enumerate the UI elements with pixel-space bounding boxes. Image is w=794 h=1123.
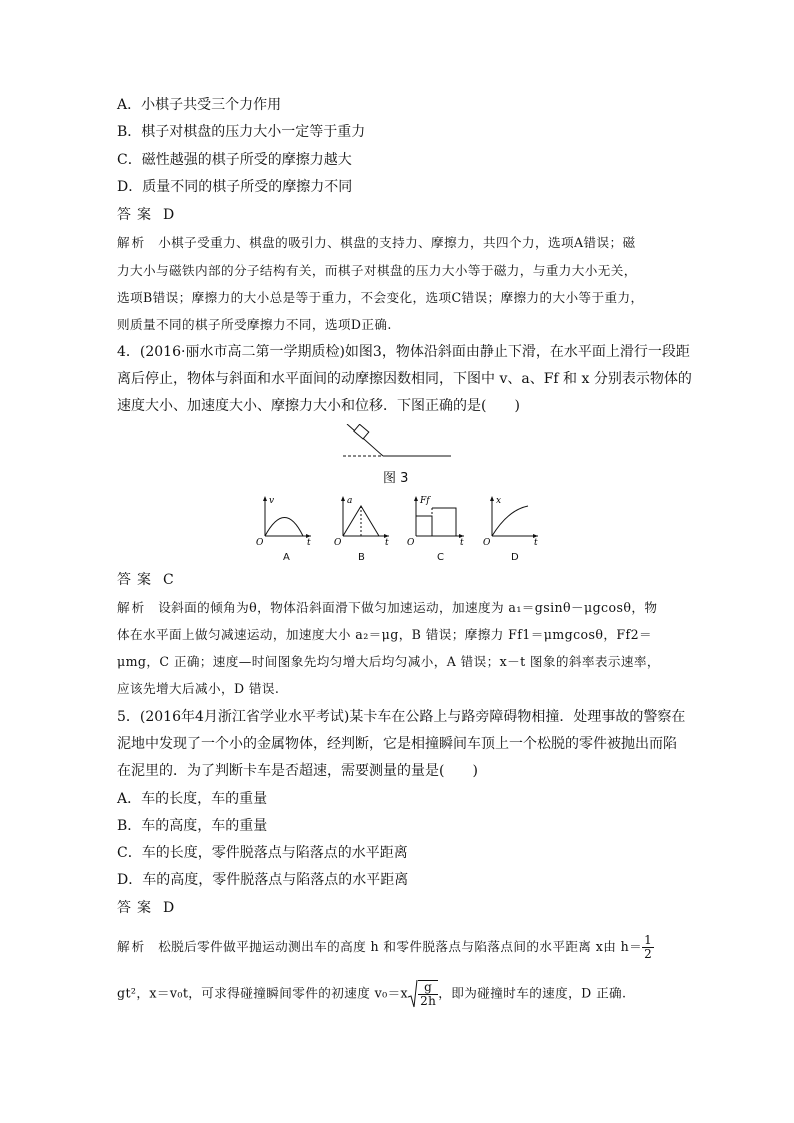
q5-analysis-line-2: gt²，x＝v₀t，可求得碰撞瞬间零件的初速度 v₀＝x $\frac{g}{2h}$ ，即为碰撞时车的速度，D 正确. (117, 980, 627, 1008)
q5-stem-line-2: 泥地中发现了一个小的金属物体，经判断，它是相撞瞬间车顶上一个松脱的零件被抛出而陷 (117, 736, 677, 752)
graph-c-x-label: t (460, 538, 464, 546)
answer-label: 答案 (117, 207, 157, 223)
q5-option-b: B．车的高度，车的重量 (117, 818, 268, 834)
q3-option-c: C．磁性越强的棋子所受的摩擦力越大 (117, 152, 352, 168)
graph-d-caption: D (511, 552, 519, 563)
q5-analysis-line-1: 解析 松脱后零件做平抛运动测出车的高度 h 和零件脱落点与陷落点间的水平距离 x由 h＝ $\frac{1}{2}$ (117, 933, 653, 961)
q3-option-a: A．小棋子共受三个力作用 (117, 97, 282, 113)
graph-b (333, 494, 393, 546)
q3-answer (117, 205, 174, 225)
graph-c-caption: C (437, 552, 444, 563)
analysis-label: 解析 (117, 939, 147, 954)
q5-stem-line-3: 在泥里的．为了判断卡车是否超速，需要测量的量是( ) (117, 763, 478, 779)
sqrt-fraction: $\frac{g}{2h}$ (420, 980, 437, 1008)
q4-analysis-line-1: 解析 设斜面的倾角为θ，物体沿斜面滑下做匀加速运动，加速度为 a₁＝gsinθ－μgcosθ，物 (117, 600, 658, 615)
q4-analysis-line-3: μmg，C 正确；速度—时间图象先均匀增大后均匀减小，A 错误；x－t 图象的斜率表示速率， (117, 654, 660, 669)
graph-a-x-label: t (307, 538, 311, 546)
q3-analysis-line-4: 则质量不同的棋子所受摩擦力不同，选项D正确. (117, 317, 392, 332)
q3-analysis-line-2: 力大小与磁铁内部的分子结构有关，而棋子对棋盘的压力大小等于磁力，与重力大小无关， (117, 263, 637, 278)
q5-option-a: A．车的长度，车的重量 (117, 791, 268, 807)
graph-b-x-label: t (385, 538, 389, 546)
graph-b-caption: B (358, 552, 365, 563)
q3-analysis-line-1: 解析 小棋子受重力、棋盘的吸引力、棋盘的支持力、摩擦力，共四个力，选项A错误；磁 (117, 235, 636, 250)
figure-label: 图 3 (383, 471, 409, 486)
graph-d-origin: O (483, 538, 491, 546)
incline-figure (343, 424, 453, 460)
graph-d-y-label: x (496, 496, 502, 506)
graph-b-y-label: a (347, 496, 353, 506)
graph-c-y-label: Ff (420, 496, 430, 506)
q4-answer (117, 570, 174, 590)
sqrt-sign-icon (408, 979, 418, 1009)
graph-a-origin: O (256, 538, 264, 546)
analysis-label: 解析 (117, 235, 147, 250)
graph-d (482, 494, 542, 546)
q4-stem-line-2: 离后停止，物体与斜面和水平面间的动摩擦因数相同，下图中 v、a、Ff 和 x 分别表示物体的 (117, 371, 692, 387)
q3-option-d: D．质量不同的棋子所受的摩擦力不同 (117, 179, 353, 195)
answer-label: 答案 (117, 900, 157, 916)
answer-value: D (163, 900, 175, 916)
q3-analysis-line-3: 选项B错误；摩擦力的大小总是等于重力，不会变化，选项C错误；摩擦力的大小等于重力， (117, 290, 644, 305)
graph-c-origin: O (407, 538, 415, 546)
graph-a (255, 494, 315, 546)
answer-value: C (163, 572, 174, 588)
graph-b-origin: O (334, 538, 342, 546)
graph-c (406, 494, 468, 546)
answer-label: 答案 (117, 572, 157, 588)
q3-option-b: B．棋子对棋盘的压力大小一定等于重力 (117, 124, 366, 140)
q5-option-c: C．车的长度，零件脱落点与陷落点的水平距离 (117, 845, 408, 861)
fraction-one-half: $\frac{1}{2}$ (644, 933, 653, 961)
answer-value: D (163, 207, 175, 223)
q5-stem-line-1: 5．(2016年4月浙江省学业水平考试)某卡车在公路上与路旁障碍物相撞．处理事故的警察在 (117, 709, 686, 725)
graph-a-y-label: v (269, 496, 275, 506)
q5-answer (117, 898, 174, 918)
q5-option-d: D．车的高度，零件脱落点与陷落点的水平距离 (117, 872, 409, 888)
graph-a-caption: A (283, 552, 290, 563)
q4-analysis-line-2: 体在水平面上做匀减速运动，加速度大小 a₂＝μg，B 错误；摩擦力 Ff1＝μmgcosθ，Ff2＝ (117, 627, 652, 642)
graph-d-x-label: t (534, 538, 538, 546)
q4-stem-line-3: 速度大小、加速度大小、摩擦力大小和位移．下图正确的是( ) (117, 398, 520, 414)
q4-stem-line-1: 4．(2016·丽水市高二第一学期质检)如图3，物体沿斜面由静止下滑，在水平面上滑行一段距 (117, 344, 690, 360)
analysis-label: 解析 (117, 600, 147, 615)
q4-analysis-line-4: 应该先增大后减小，D 错误. (117, 681, 280, 696)
